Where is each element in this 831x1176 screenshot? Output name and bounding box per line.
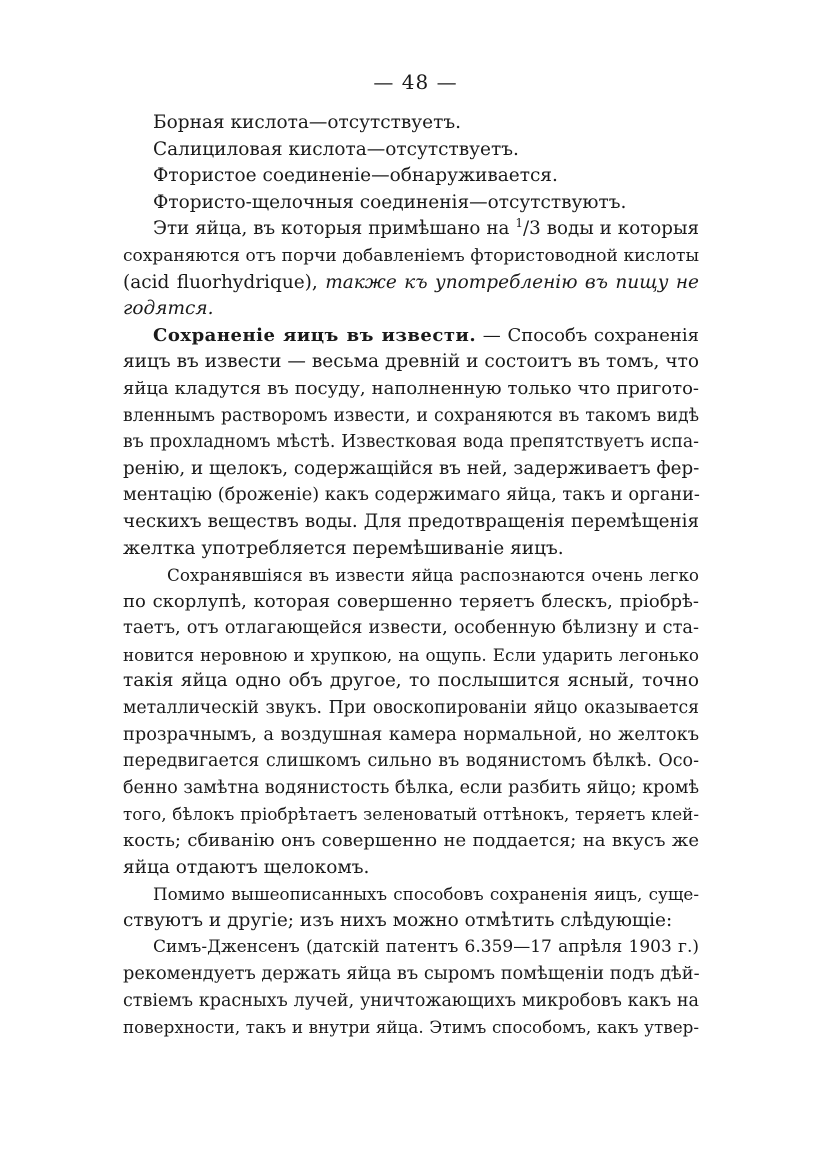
text-line: металлическій звукъ. При овоскопированіи яйцо оказывается [123, 698, 699, 719]
text-line: Симъ-Дженсенъ (датскій патентъ 6.359—17 апрѣля 1903 г.) [153, 937, 699, 958]
text-line: поверхности, такъ и внутри яйца. Этимъ способомъ, какъ утвер- [123, 1017, 699, 1038]
text-line: Салициловая кислота—отсутствуетъ. [153, 138, 519, 160]
text-line: годятся. [123, 298, 214, 320]
text-line: Помимо вышеописанныхъ способовъ сохраненія яицъ, суще- [153, 884, 699, 905]
text-line: такія яйца одно объ другое, то послышится ясный, точно [123, 670, 699, 692]
page-number: — 48 — [373, 70, 458, 94]
text-line: ческихъ веществъ воды. Для предотвращенія перемѣщенія [123, 510, 699, 532]
text-line: сохраняются отъ порчи добавленіемъ фтористоводной кислоты [123, 245, 699, 266]
text-line: Фтористое соединеніе—обнаруживается. [153, 165, 558, 187]
text-line: ствуютъ и другіе; изъ нихъ можно отмѣтить слѣдующіе: [123, 909, 673, 931]
text-line: ствіемъ красныхъ лучей, уничтожающихъ микробовъ какъ на [123, 990, 699, 1011]
text-line: таетъ, отъ отлагающейся извести, особенную бѣлизну и ста- [123, 618, 699, 639]
text-line: рекомендуетъ держать яйца въ сыромъ помѣщеніи подъ дѣй- [123, 964, 700, 984]
text-run: Эти яйца, въ которыя примѣшано на [153, 218, 516, 240]
text-run: /3 воды и которыя [523, 218, 699, 240]
text-line [123, 216, 699, 243]
text-line: вленнымъ растворомъ извести, и сохраняются въ такомъ видѣ [123, 405, 699, 426]
text-line: кость; сбиванію онъ совершенно не поддается; на вкусъ же [123, 830, 699, 852]
text-line: новится неровною и хрупкою, на ощупь. Если ударить легонько [123, 644, 699, 665]
text-line: яйца отдаютъ щелокомъ. [123, 856, 370, 878]
text-line: прозрачнымъ, а воздушная камера нормальной, но желтокъ [123, 724, 699, 745]
text-line: передвигается слишкомъ сильно въ водянистомъ бѣлкѣ. Осо- [123, 751, 699, 772]
section-heading: Сохраненіе яицъ въ извести. [153, 324, 477, 346]
text-line: ренію, и щелокъ, содержащійся въ ней, задерживаетъ фер- [123, 457, 700, 479]
italic-run: также къ употребленію въ пищу не [325, 271, 700, 293]
section-heading-line [123, 323, 699, 350]
text-line: Сохранявшіяся въ извести яйца распознаются очень легко [167, 565, 699, 586]
text-run: — Способъ сохраненія [476, 324, 699, 346]
text-line: бенно замѣтна водянистость бѣлка, если разбить яйцо; кромѣ [123, 777, 700, 798]
text-line: желтка употребляется перемѣшиваніе яицъ. [123, 537, 564, 559]
text-line: ментацію (броженіе) какъ содержимаго яйца, такъ и органи- [123, 485, 700, 506]
text-line: Борная кислота—отсутствуетъ. [153, 112, 461, 133]
text-line: по скорлупѣ, которая совершенно теряетъ блескъ, пріобрѣ- [123, 590, 699, 612]
text-line: яицъ въ извести — весьма древній и состоитъ въ томъ, что [123, 351, 699, 373]
text-line: Фтористо-щелочныя соединенія—отсутствуютъ. [153, 191, 627, 213]
text-line: того, бѣлокъ пріобрѣтаетъ зеленоватый оттѣнокъ, теряетъ клей- [123, 804, 699, 825]
fraction-superscript: 1 [515, 216, 523, 231]
text-line [123, 270, 699, 297]
text-line: яйца кладутся въ посуду, наполненную только что пригото- [123, 377, 699, 399]
text-line: въ прохладномъ мѣстѣ. Известковая вода препятствуетъ испа- [123, 432, 699, 453]
page-body [123, 110, 699, 1041]
text-run: (acid fluorhydrique), [123, 271, 326, 293]
